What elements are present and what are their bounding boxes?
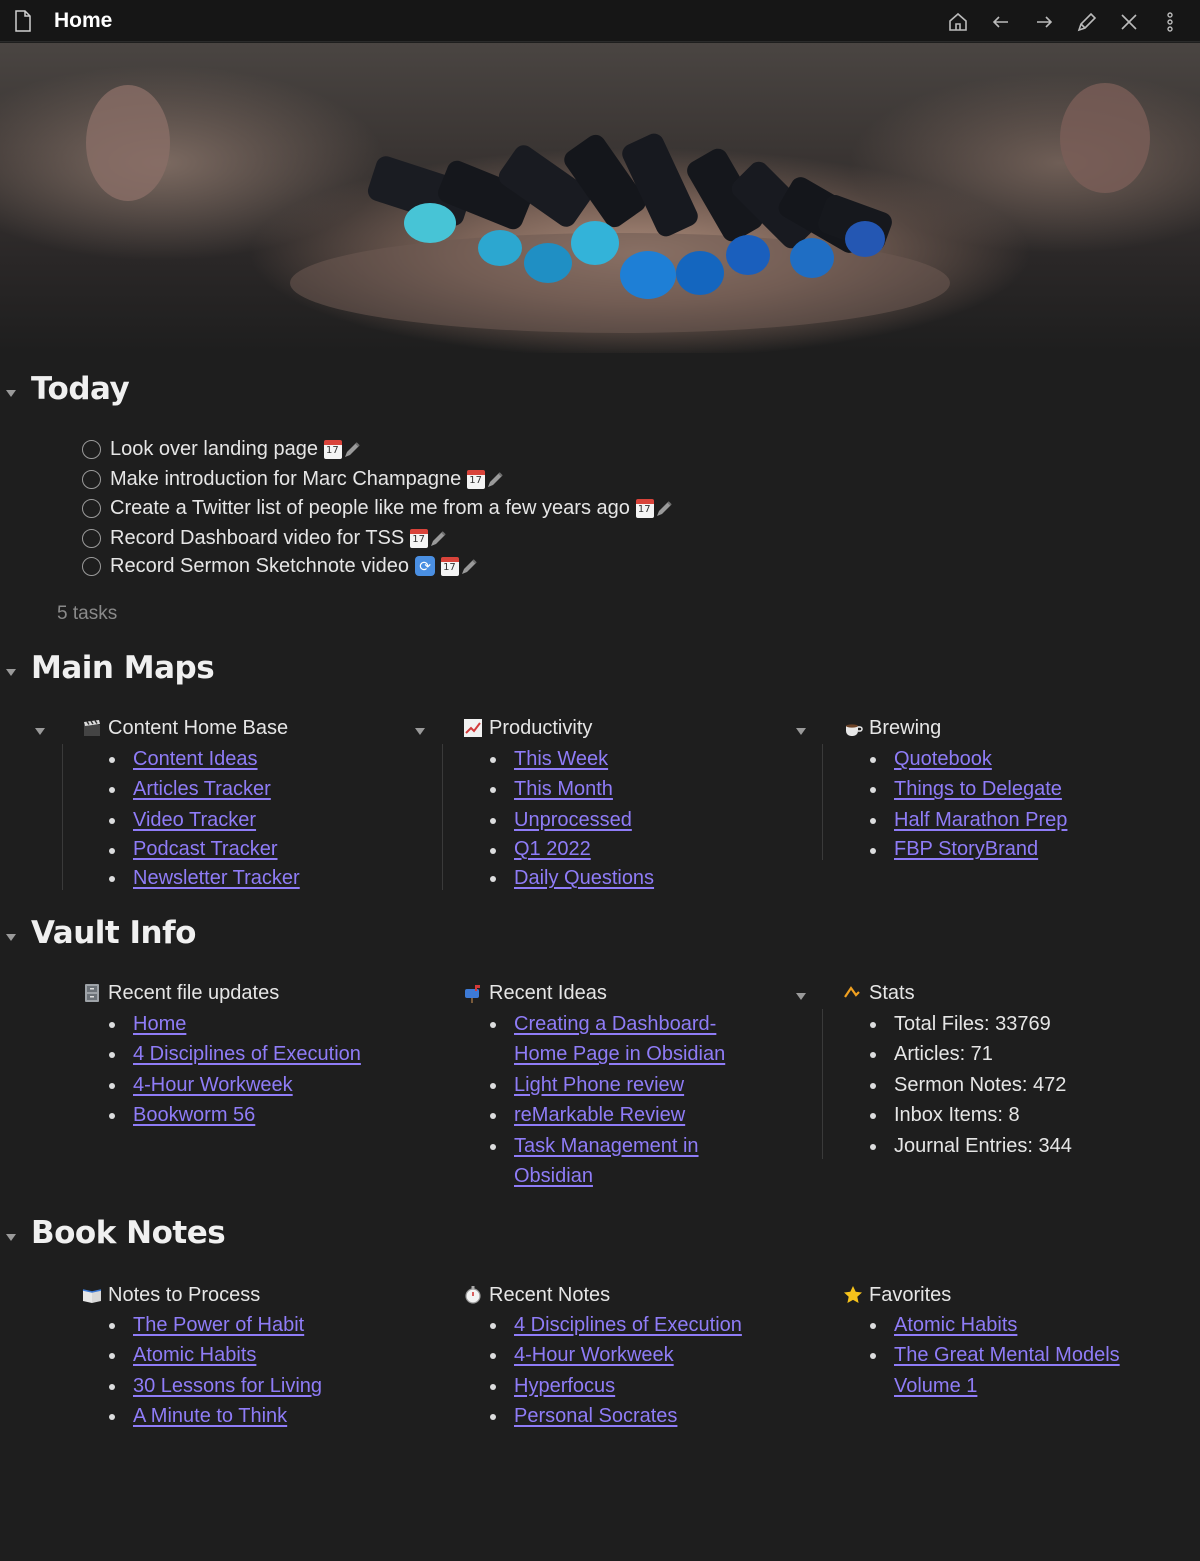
- list-item: [490, 744, 654, 774]
- star-icon: [843, 1285, 863, 1305]
- stat-item: Sermon Notes: 472: [870, 1070, 1072, 1100]
- list-item: [109, 1371, 322, 1401]
- list-item: [490, 835, 654, 863]
- list-item: [490, 774, 654, 804]
- task-text: Record Sermon Sketchnote video: [110, 554, 410, 577]
- note-link[interactable]: 4-Hour Workweek: [514, 1344, 674, 1367]
- collapse-content-home-base-toggle[interactable]: [35, 728, 45, 735]
- note-link[interactable]: Podcast Tracker: [133, 838, 278, 861]
- list-item: [109, 1340, 322, 1370]
- note-link[interactable]: reMarkable Review: [514, 1104, 686, 1127]
- list-item: [870, 744, 1067, 774]
- list-item: [109, 835, 300, 863]
- column-title-text: Stats: [869, 981, 915, 1004]
- favorites-list: [870, 1310, 1120, 1401]
- list-item: [490, 1070, 725, 1100]
- task-item: [82, 524, 450, 552]
- column-divider: [442, 744, 443, 890]
- note-link[interactable]: Newsletter Tracker: [133, 867, 300, 890]
- collapse-today-toggle[interactable]: [6, 390, 16, 397]
- note-link[interactable]: Light Phone review: [514, 1073, 685, 1096]
- note-link[interactable]: Atomic Habits: [133, 1344, 257, 1367]
- recent-ideas-title: [463, 980, 607, 1006]
- note-link[interactable]: Unprocessed: [514, 808, 632, 831]
- column-title-text: Recent Notes: [489, 1283, 611, 1306]
- task-item: [82, 494, 676, 522]
- list-item: [490, 1131, 725, 1192]
- note-link[interactable]: Bookworm 56: [133, 1104, 256, 1127]
- task-checkbox[interactable]: [82, 557, 101, 576]
- list-item: [109, 1310, 322, 1340]
- column-title-text: Productivity: [489, 716, 593, 739]
- pencil-icon: [654, 497, 676, 519]
- mailbox-icon: [463, 983, 483, 1003]
- collapse-main-maps-toggle[interactable]: [6, 669, 16, 676]
- brewing-list: [870, 744, 1067, 863]
- notes-to-process-title: [82, 1282, 260, 1308]
- note-link[interactable]: FBP StoryBrand: [894, 838, 1039, 861]
- link-line: The Great Mental Models: [894, 1344, 1120, 1367]
- note-link[interactable]: Quotebook: [894, 748, 992, 770]
- productivity-title: [463, 715, 592, 741]
- list-item: [870, 835, 1067, 863]
- notes-to-process-list: [109, 1310, 322, 1432]
- pencil-icon: [428, 527, 450, 549]
- chart-trend-icon: [843, 983, 863, 1003]
- book-notes-heading: Book Notes: [31, 1215, 226, 1251]
- today-heading: Today: [31, 371, 130, 407]
- note-link[interactable]: Home: [133, 1013, 187, 1035]
- back-arrow-icon: [989, 10, 1013, 34]
- note-link[interactable]: The Power of Habit: [133, 1314, 305, 1336]
- note-link[interactable]: Q1 2022: [514, 838, 591, 861]
- file-cabinet-icon: [82, 983, 102, 1003]
- note-link[interactable]: Things to Delegate: [894, 778, 1062, 801]
- note-link[interactable]: This Week: [514, 748, 609, 770]
- page-title: Home: [54, 9, 113, 32]
- recent-notes-list: [490, 1310, 742, 1432]
- task-count: 5 tasks: [57, 603, 118, 624]
- productivity-list: [490, 744, 654, 894]
- more-vertical-icon: [1158, 10, 1182, 34]
- note-link[interactable]: Daily Questions: [514, 867, 655, 890]
- calendar-icon: [636, 499, 654, 518]
- task-text: Make introduction for Marc Champagne: [110, 467, 462, 490]
- column-title-text: Notes to Process: [108, 1283, 261, 1306]
- list-item: [109, 805, 300, 835]
- link-line: Volume 1: [894, 1374, 978, 1397]
- list-item: [490, 1401, 742, 1431]
- list-item: [109, 774, 300, 804]
- note-link[interactable]: 30 Lessons for Living: [133, 1374, 323, 1397]
- column-divider: [822, 744, 823, 860]
- forward-arrow-icon: [1032, 10, 1056, 34]
- task-checkbox[interactable]: [82, 470, 101, 489]
- chart-increasing-icon: [463, 718, 483, 738]
- list-item: [490, 863, 654, 893]
- more-options-button[interactable]: [1158, 10, 1182, 34]
- link-line: Obsidian: [514, 1165, 593, 1188]
- note-link[interactable]: Video Tracker: [133, 808, 257, 831]
- pencil-icon: [342, 438, 364, 460]
- close-icon: [1117, 10, 1141, 34]
- stat-item: Journal Entries: 344: [870, 1131, 1072, 1161]
- collapse-productivity-toggle[interactable]: [415, 728, 425, 735]
- link-line: Home Page in Obsidian: [514, 1043, 726, 1066]
- list-item: [490, 805, 654, 835]
- pencil-icon: [459, 555, 481, 577]
- column-title-text: Content Home Base: [108, 716, 289, 739]
- link-line: Task Management in: [514, 1134, 699, 1157]
- edit-button[interactable]: [1075, 10, 1099, 34]
- list-item: [870, 1340, 1120, 1401]
- recent-ideas-list: [490, 1009, 725, 1191]
- banner-image: [0, 43, 1200, 353]
- calendar-icon: [441, 557, 459, 576]
- list-item: [490, 1310, 742, 1340]
- note-link[interactable]: [894, 1344, 1120, 1396]
- brewing-title: [843, 715, 941, 741]
- pencil-icon: [485, 468, 507, 490]
- list-item: [490, 1340, 742, 1370]
- recent-file-updates-title: [82, 980, 279, 1006]
- task-text: Look over landing page: [110, 437, 318, 460]
- list-item: [870, 774, 1067, 804]
- list-item: [870, 1310, 1120, 1340]
- task-item: [82, 465, 507, 493]
- calendar-icon: [410, 529, 428, 548]
- content-home-base-list: [109, 744, 300, 894]
- title-bar: [0, 0, 1200, 42]
- stopwatch-icon: [463, 1285, 483, 1305]
- content-home-base-title: [82, 715, 288, 741]
- note-link[interactable]: Hyperfocus: [514, 1374, 616, 1397]
- collapse-book-notes-toggle[interactable]: [6, 1234, 16, 1241]
- column-title-text: Recent Ideas: [489, 981, 607, 1004]
- calendar-icon: [324, 440, 342, 459]
- list-item: [490, 1100, 725, 1130]
- hands-with-crayons-illustration: [0, 43, 1200, 353]
- home-button[interactable]: [946, 10, 970, 34]
- task-text: Record Dashboard video for TSS: [110, 526, 405, 549]
- document-icon: [14, 10, 32, 32]
- back-button[interactable]: [989, 10, 1013, 34]
- note-link[interactable]: 4 Disciplines of Execution: [133, 1043, 361, 1066]
- main-maps-heading: Main Maps: [31, 650, 215, 686]
- note-link[interactable]: Personal Socrates: [514, 1405, 678, 1428]
- note-link[interactable]: A Minute to Think: [133, 1405, 288, 1428]
- calendar-icon: [467, 470, 485, 489]
- note-link[interactable]: Half Marathon Prep: [894, 808, 1068, 831]
- home-icon: [946, 10, 970, 34]
- coffee-cup-icon: [843, 718, 863, 738]
- list-item: [109, 1401, 322, 1431]
- list-item: [109, 1100, 361, 1130]
- close-button[interactable]: [1117, 10, 1141, 34]
- task-checkbox[interactable]: [82, 529, 101, 548]
- forward-button[interactable]: [1032, 10, 1056, 34]
- note-link[interactable]: [514, 1135, 699, 1187]
- repeat-icon: ⟳: [415, 556, 435, 576]
- note-link[interactable]: Articles Tracker: [133, 778, 271, 801]
- list-item: [109, 1070, 361, 1100]
- list-item: [109, 1039, 361, 1069]
- note-link[interactable]: This Month: [514, 778, 613, 801]
- stats-title: [843, 980, 915, 1006]
- collapse-brewing-toggle[interactable]: [796, 728, 806, 735]
- vault-info-heading: Vault Info: [31, 915, 196, 951]
- task-item: [82, 552, 481, 580]
- stat-item: Total Files: 33769: [870, 1009, 1072, 1039]
- note-link[interactable]: 4 Disciplines of Execution: [514, 1314, 742, 1336]
- column-title-text: Recent file updates: [108, 981, 280, 1004]
- column-title-text: Favorites: [869, 1283, 952, 1306]
- list-item: [109, 744, 300, 774]
- link-line: Creating a Dashboard-: [514, 1013, 717, 1035]
- edit-pencil-icon: [1075, 10, 1099, 34]
- collapse-stats-toggle[interactable]: [796, 993, 806, 1000]
- stat-item: Inbox Items: 8: [870, 1100, 1072, 1130]
- recent-file-updates-list: [109, 1009, 361, 1131]
- clapperboard-icon: [82, 718, 102, 738]
- list-item: [870, 805, 1067, 835]
- note-link[interactable]: Content Ideas: [133, 748, 258, 770]
- note-link[interactable]: Atomic Habits: [894, 1314, 1018, 1336]
- task-item: [82, 435, 364, 463]
- list-item: [109, 1009, 361, 1039]
- stat-item: Articles: 71: [870, 1039, 1072, 1069]
- task-checkbox[interactable]: [82, 440, 101, 459]
- open-book-icon: [82, 1285, 102, 1305]
- list-item: [490, 1371, 742, 1401]
- collapse-vault-info-toggle[interactable]: [6, 934, 16, 941]
- note-link[interactable]: [514, 1013, 725, 1065]
- favorites-title: [843, 1282, 951, 1308]
- stats-list: [870, 1009, 1072, 1161]
- list-item: [490, 1009, 725, 1070]
- recent-notes-title: [463, 1282, 610, 1308]
- note-link[interactable]: 4-Hour Workweek: [133, 1073, 293, 1096]
- list-item: [109, 863, 300, 893]
- column-divider: [822, 1009, 823, 1159]
- task-text: Create a Twitter list of people like me from a few years ago: [110, 496, 630, 519]
- column-title-text: Brewing: [869, 716, 942, 739]
- column-divider: [62, 744, 63, 890]
- task-checkbox[interactable]: [82, 499, 101, 518]
